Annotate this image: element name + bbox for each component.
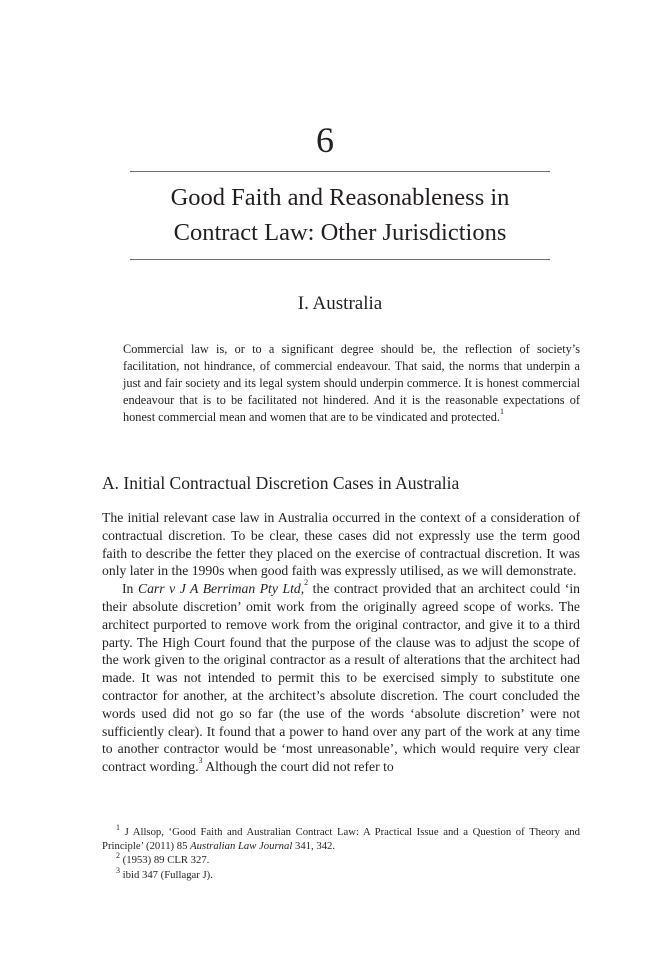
section-heading: I. Australia: [297, 293, 383, 314]
journal-title: Australian Law Journal: [190, 840, 293, 853]
paragraph-1: The initial relevant case law in Australia occurred in the context of a consideration of contractual discretion. To be clear, these cases did not expressly use the term good faith to describe the fetter they placed on the exercise of contractual discretion. It was only later in the 1990s when good faith was expressly utilised, as we will demonstrate.: [102, 510, 580, 579]
footnote-1-citation: 341, 342.: [292, 840, 336, 853]
footnote-3-text: ibid 347 (Fullagar J).: [120, 868, 213, 881]
case-name: Carr v J A Berriman Pty Ltd,: [137, 581, 305, 597]
paragraph-2-end: Although the court did not refer to: [202, 759, 394, 775]
footnote-ref-3: 3: [198, 756, 203, 766]
footnote-ref-2: 2: [304, 578, 309, 588]
footnote-2: [102, 853, 580, 867]
footnote-1-number: 1: [116, 823, 120, 832]
epigraph-text: Commercial law is, or to a significant degree should be, the reflection of society’s facilitation, not hindrance, of commercial endeavour. That said, the norms that underpin a just and fair society and its legal system should underpin commerce. It is honest commercial endeavour that is to be facilitated not hindered. And it is the reasonable expectations of honest commercial mean and women that are to be vindicated and protected.: [123, 342, 580, 424]
subsection-heading: A. Initial Contractual Discretion Cases in Australia: [102, 473, 460, 493]
paragraph-2-body: the contract provided that an architect could ‘in their absolute discretion’ omit work from the originally agreed scope of works. The architect purported to remove work from the original contractor, and give it to a third party. The High Court found that the purpose of the clause was to adjust the scope of the work given to the original contractor as a result of alterations that the architect had made. It was not intended to permit this to be exercised simply to substitute one contractor for another, at the architect’s absolute discretion. The court concluded the words used did not go so far (the use of the words ‘absolute discretion’ were not sufficiently clear). It found that a power to hand over any part of the work at any time to another contractor would be ‘most unreasonable’, which would require very clear contract wording.: [102, 581, 580, 775]
footnote-1: [102, 825, 580, 853]
title-top-rule: [130, 171, 550, 172]
chapter-title-line-2: Contract Law: Other Jurisdictions: [173, 219, 507, 246]
chapter-number: 6: [316, 120, 334, 160]
title-bottom-rule: [130, 259, 550, 260]
footnote-3-number: 3: [116, 865, 120, 875]
chapter-title-line-1: Good Faith and Reasonableness in: [170, 184, 510, 211]
paragraph-2-intro: In: [122, 581, 138, 597]
epigraph-quote: [123, 341, 580, 426]
footnote-2-text: (1953) 89 CLR 327.: [120, 854, 210, 867]
footnote-ref-1: 1: [499, 407, 504, 416]
footnote-1-text: J Allsop, ‘Good Faith and Australian Contract Law: A Practical Issue and a Question of Theory and Principle’ (2011) 85: [102, 826, 580, 853]
chapter-title: [100, 180, 580, 250]
paragraph-2: [102, 580, 580, 776]
footnotes: [102, 825, 580, 882]
footnote-2-number: 2: [116, 851, 120, 861]
body-text: [102, 509, 580, 776]
footnote-3: [102, 865, 580, 882]
